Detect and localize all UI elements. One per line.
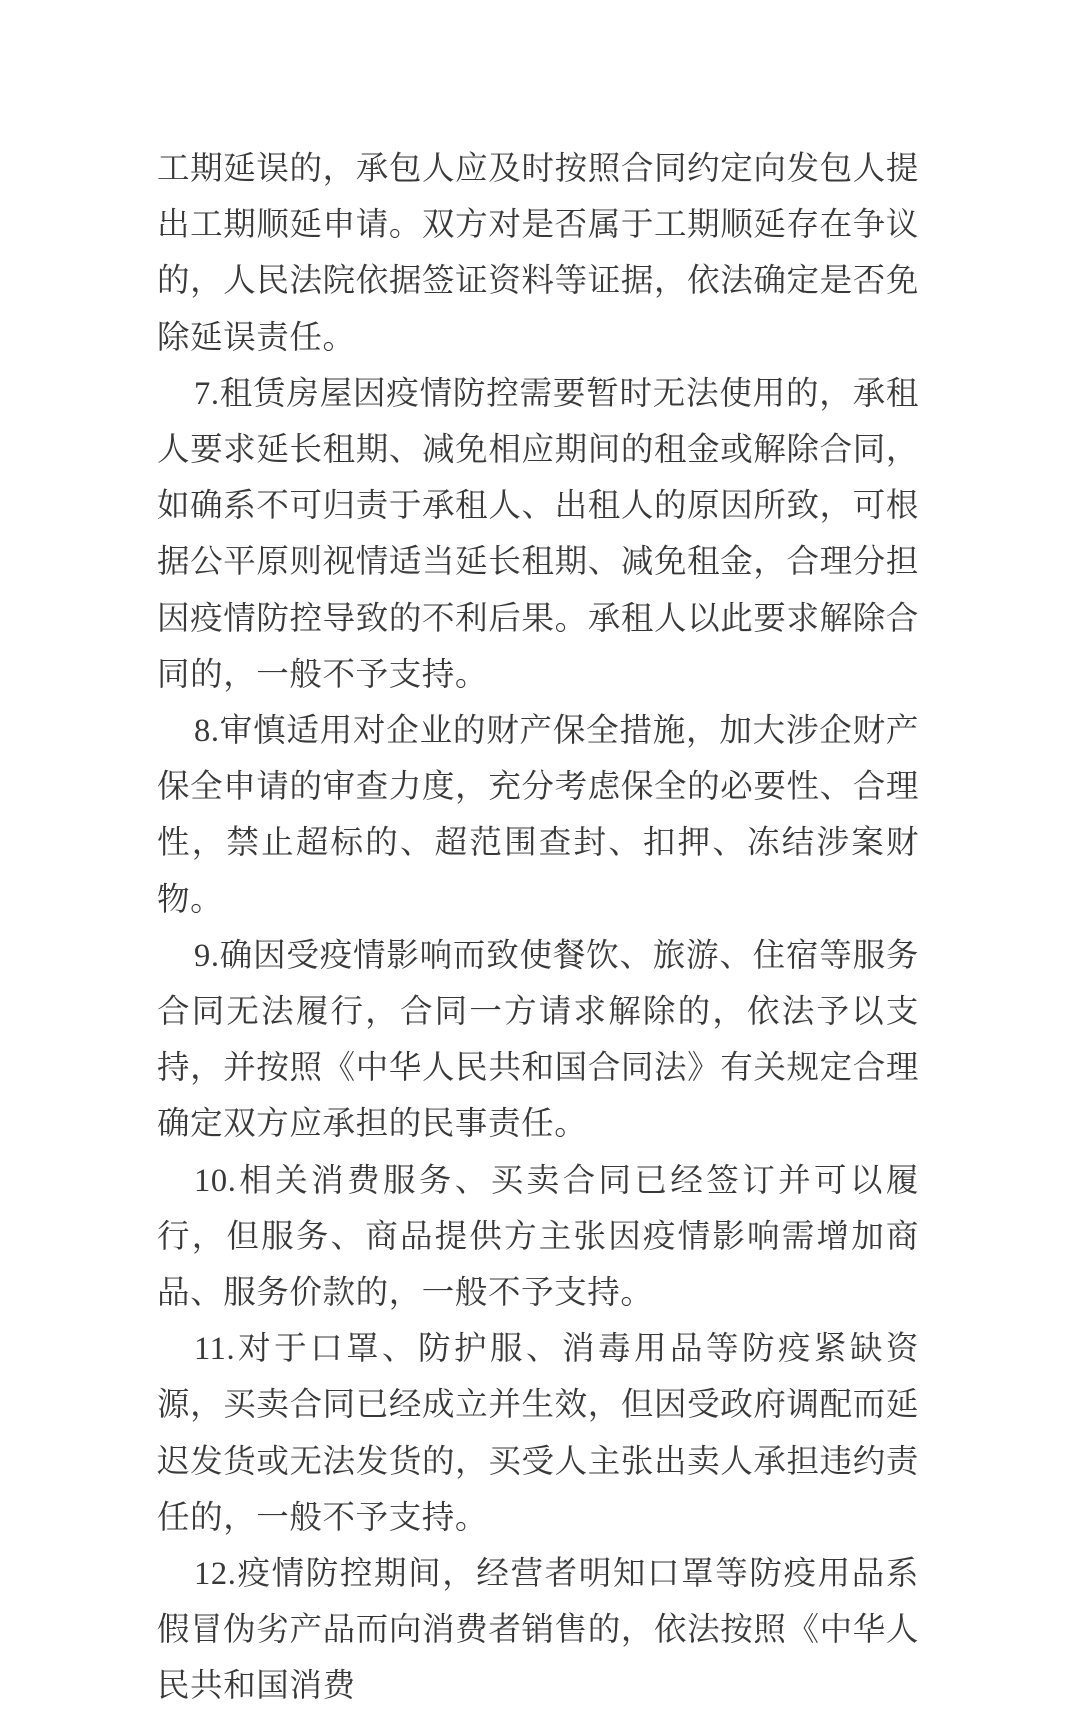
paragraph-item-9: 9.确因受疫情影响而致使餐饮、旅游、住宿等服务合同无法履行，合同一方请求解除的，依法予以支持，并按照《中华人民共和国合同法》有关规定合理确定双方应承担的民事责任。 (157, 937, 919, 1143)
paragraph-item-7: 7.租赁房屋因疫情防控需要暂时无法使用的，承租人要求延长租期、减免相应期间的租金或解除合同，如确系不可归责于承租人、出租人的原因所致，可根据公平原则视情适当延长租期、减免租金，合理分担因疫情防控导致的不利后果。承租人以此要求解除合同的，一般不予支持。 (157, 375, 919, 693)
paragraph-continuation: 工期延误的，承包人应及时按照合同约定向发包人提出工期顺延申请。双方对是否属于工期顺延存在争议的，人民法院依据签证资料等证据，依法确定是否免除延误责任。 (157, 151, 919, 356)
document-body-text (157, 141, 919, 1715)
paragraph-item-11: 11.对于口罩、防护服、消毒用品等防疫紧缺资源，买卖合同已经成立并生效，但因受政府调配而延迟发货或无法发货的，买受人主张出卖人承担违约责任的，一般不予支持。 (157, 1331, 919, 1536)
paragraph-item-8: 8.审慎适用对企业的财产保全措施，加大涉企财产保全申请的审查力度，充分考虑保全的必要性、合理性，禁止超标的、超范围查封、扣押、冻结涉案财物。 (157, 713, 919, 918)
paragraph-item-12: 12.疫情防控期间，经营者明知口罩等防疫用品系假冒伪劣产品而向消费者销售的，依法按照《中华人民共和国消费 (157, 1556, 919, 1705)
paragraph-item-10: 10.相关消费服务、买卖合同已经签订并可以履行，但服务、商品提供方主张因疫情影响需增加商品、服务价款的，一般不予支持。 (157, 1162, 919, 1312)
